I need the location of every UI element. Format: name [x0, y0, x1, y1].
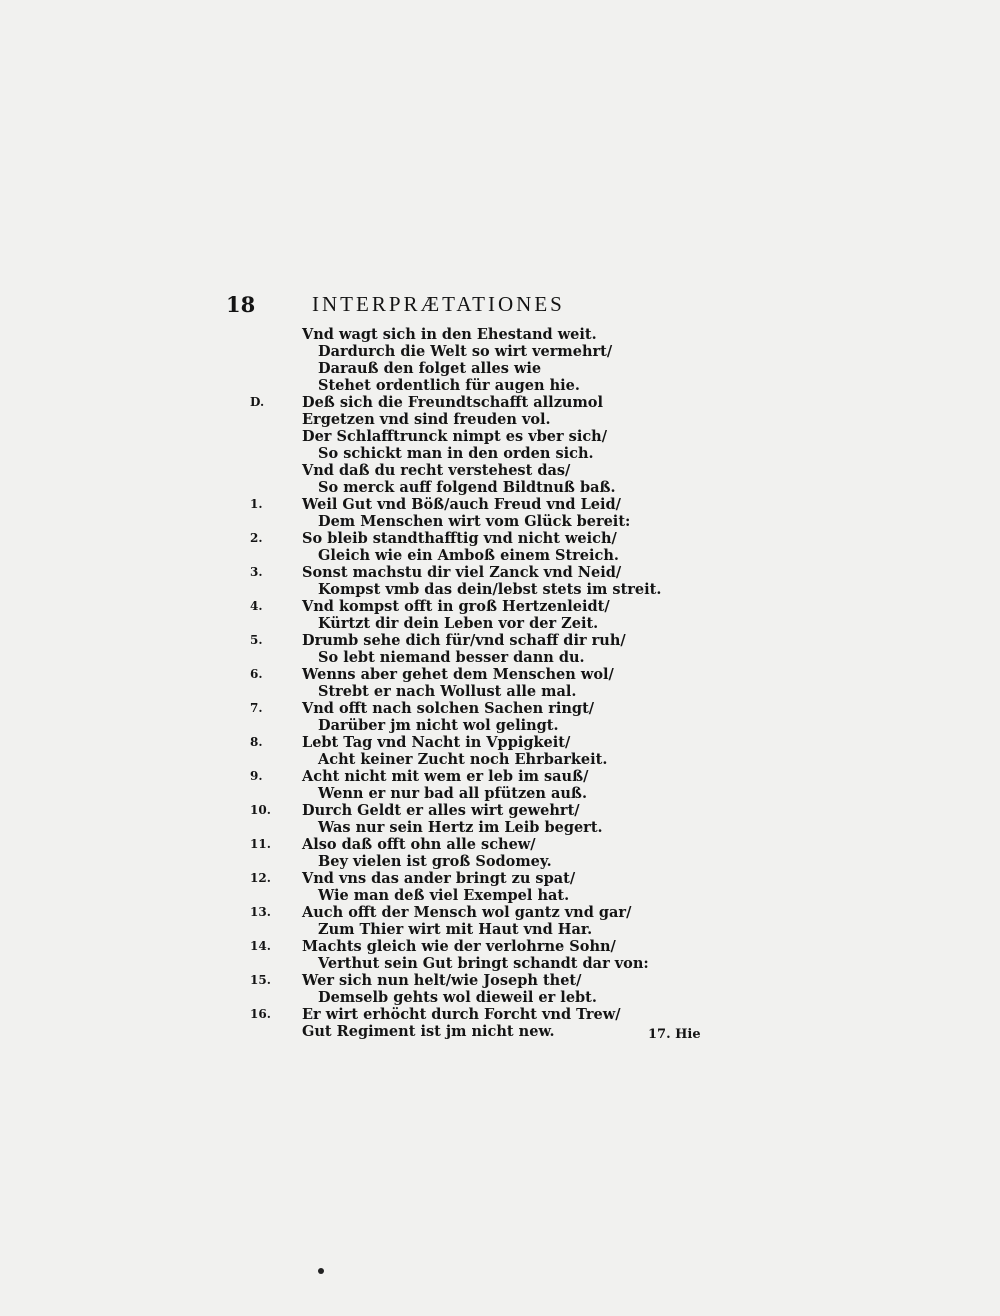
verse-text: Ergetzen vnd sind freuden vol.: [302, 411, 551, 428]
verse-text: So schickt man in den orden sich.: [318, 445, 594, 462]
verse-line: [250, 870, 670, 887]
verse-marker: 13.: [250, 905, 271, 919]
verse-text: Wie man deß viel Exempel hat.: [318, 887, 570, 904]
verse-text: Wenn er nur bad all pfützen auß.: [318, 785, 587, 802]
verse-text: Vnd wagt sich in den Ehestand weit.: [302, 326, 597, 343]
verse-text: Kürtzt dir dein Leben vor der Zeit.: [318, 615, 599, 632]
verse-text: Verthut sein Gut bringt schandt dar von:: [318, 955, 649, 972]
verse-line: [250, 530, 670, 547]
verse-line: [250, 989, 670, 1006]
verse-marker: D.: [250, 395, 265, 409]
verse-marker: 9.: [250, 769, 263, 783]
verse-text: Demselb gehts wol dieweil er lebt.: [318, 989, 597, 1006]
verse-line: [250, 547, 670, 564]
verse-line: [250, 513, 670, 530]
verse-text: Gut Regiment ist jm nicht new.: [302, 1023, 555, 1040]
verse-line: [250, 666, 670, 683]
verse-text: Auch offt der Mensch wol gantz vnd gar/: [302, 904, 632, 921]
verse-marker: 12.: [250, 871, 271, 885]
verse-text: Darüber jm nicht wol gelingt.: [318, 717, 559, 734]
page-number: 18: [226, 292, 256, 317]
catchword: 17. Hie: [648, 1027, 701, 1042]
verse-marker: 10.: [250, 803, 271, 817]
verse-line: [250, 921, 670, 938]
verse-line: [250, 955, 670, 972]
verse-line: [250, 836, 670, 853]
verse-line: [250, 1023, 670, 1040]
verse-line: [250, 394, 670, 411]
verse-line: [250, 326, 670, 343]
verse-line: [250, 853, 670, 870]
verse-text: Vnd offt nach solchen Sachen ringt/: [302, 700, 595, 717]
verse-line: [250, 683, 670, 700]
verse-line: [250, 377, 670, 394]
verse-text: Drumb sehe dich für/vnd schaff dir ruh/: [302, 632, 626, 649]
verse-line: [250, 700, 670, 717]
verse-line: [250, 768, 670, 785]
verse-text: Vnd kompst offt in groß Hertzenleidt/: [302, 598, 610, 615]
verse-line: [250, 581, 670, 598]
verse-line: [250, 785, 670, 802]
verse-line: [250, 904, 670, 921]
verse-text: So merck auff folgend Bildtnuß baß.: [318, 479, 616, 496]
page-header: [226, 292, 626, 322]
verse-text: Bey vielen ist groß Sodomey.: [318, 853, 552, 870]
verse-text: Weil Gut vnd Böß/auch Freud vnd Leid/: [302, 496, 621, 513]
verse-text: Acht keiner Zucht noch Ehrbarkeit.: [318, 751, 608, 768]
verse-marker: 16.: [250, 1007, 271, 1021]
verse-text: Deß sich die Freundtschafft allzumol: [302, 394, 603, 411]
verse-text: Dardurch die Welt so wirt vermehrt/: [318, 343, 613, 360]
verse-text: Lebt Tag vnd Nacht in Vppigkeit/: [302, 734, 571, 751]
verse-line: [250, 343, 670, 360]
verse-line: [250, 751, 670, 768]
verse-line: [250, 632, 670, 649]
verse-line: [250, 938, 670, 955]
verse-text: Kompst vmb das dein/lebst stets im streit.: [318, 581, 662, 598]
verse-line: [250, 564, 670, 581]
verse-line: [250, 1006, 670, 1023]
verse-text: So lebt niemand besser dann du.: [318, 649, 585, 666]
verse-text: Stehet ordentlich für augen hie.: [318, 377, 580, 394]
verse-line: [250, 496, 670, 513]
verse-text: Er wirt erhöcht durch Forcht vnd Trew/: [302, 1006, 621, 1023]
verse-line: [250, 717, 670, 734]
verse-text: Sonst machstu dir viel Zanck vnd Neid/: [302, 564, 622, 581]
verse-marker: 4.: [250, 599, 263, 613]
verse-text: Gleich wie ein Amboß einem Streich.: [318, 547, 619, 564]
verse-marker: 5.: [250, 633, 263, 647]
verse-line: [250, 428, 670, 445]
verse-line: [250, 972, 670, 989]
verse-line: [250, 819, 670, 836]
verse-text: Acht nicht mit wem er leb im sauß/: [302, 768, 589, 785]
verse-line: [250, 411, 670, 428]
verse-line: [250, 479, 670, 496]
verse-marker: 15.: [250, 973, 271, 987]
verse-block: [250, 326, 670, 1040]
verse-text: Vnd vns das ander bringt zu spat/: [302, 870, 576, 887]
verse-text: So bleib standthafftig vnd nicht weich/: [302, 530, 617, 547]
verse-line: [250, 734, 670, 751]
verse-marker: 8.: [250, 735, 263, 749]
verse-line: [250, 887, 670, 904]
verse-marker: 14.: [250, 939, 271, 953]
verse-marker: 6.: [250, 667, 263, 681]
verse-marker: 2.: [250, 531, 263, 545]
verse-text: Dem Menschen wirt vom Glück bereit:: [318, 513, 631, 530]
running-title: INTERPRÆTATIONES: [312, 292, 565, 316]
verse-text: Zum Thier wirt mit Haut vnd Har.: [318, 921, 593, 938]
verse-marker: 7.: [250, 701, 263, 715]
verse-text: Strebt er nach Wollust alle mal.: [318, 683, 577, 700]
verse-line: [250, 360, 670, 377]
verse-text: Vnd daß du recht verstehest das/: [302, 462, 571, 479]
ink-speck: [318, 1268, 324, 1274]
verse-marker: 3.: [250, 565, 263, 579]
verse-marker: 11.: [250, 837, 271, 851]
verse-line: [250, 598, 670, 615]
verse-line: [250, 649, 670, 666]
verse-text: Was nur sein Hertz im Leib begert.: [318, 819, 603, 836]
verse-text: Darauß den folget alles wie: [318, 360, 542, 377]
verse-line: [250, 615, 670, 632]
verse-text: Der Schlafftrunck nimpt es vber sich/: [302, 428, 608, 445]
verse-text: Durch Geldt er alles wirt gewehrt/: [302, 802, 580, 819]
verse-line: [250, 802, 670, 819]
verse-text: Wenns aber gehet dem Menschen wol/: [302, 666, 614, 683]
verse-text: Also daß offt ohn alle schew/: [302, 836, 536, 853]
verse-text: Machts gleich wie der verlohrne Sohn/: [302, 938, 616, 955]
verse-line: [250, 462, 670, 479]
verse-marker: 1.: [250, 497, 263, 511]
verse-line: [250, 445, 670, 462]
verse-text: Wer sich nun helt/wie Joseph thet/: [302, 972, 582, 989]
